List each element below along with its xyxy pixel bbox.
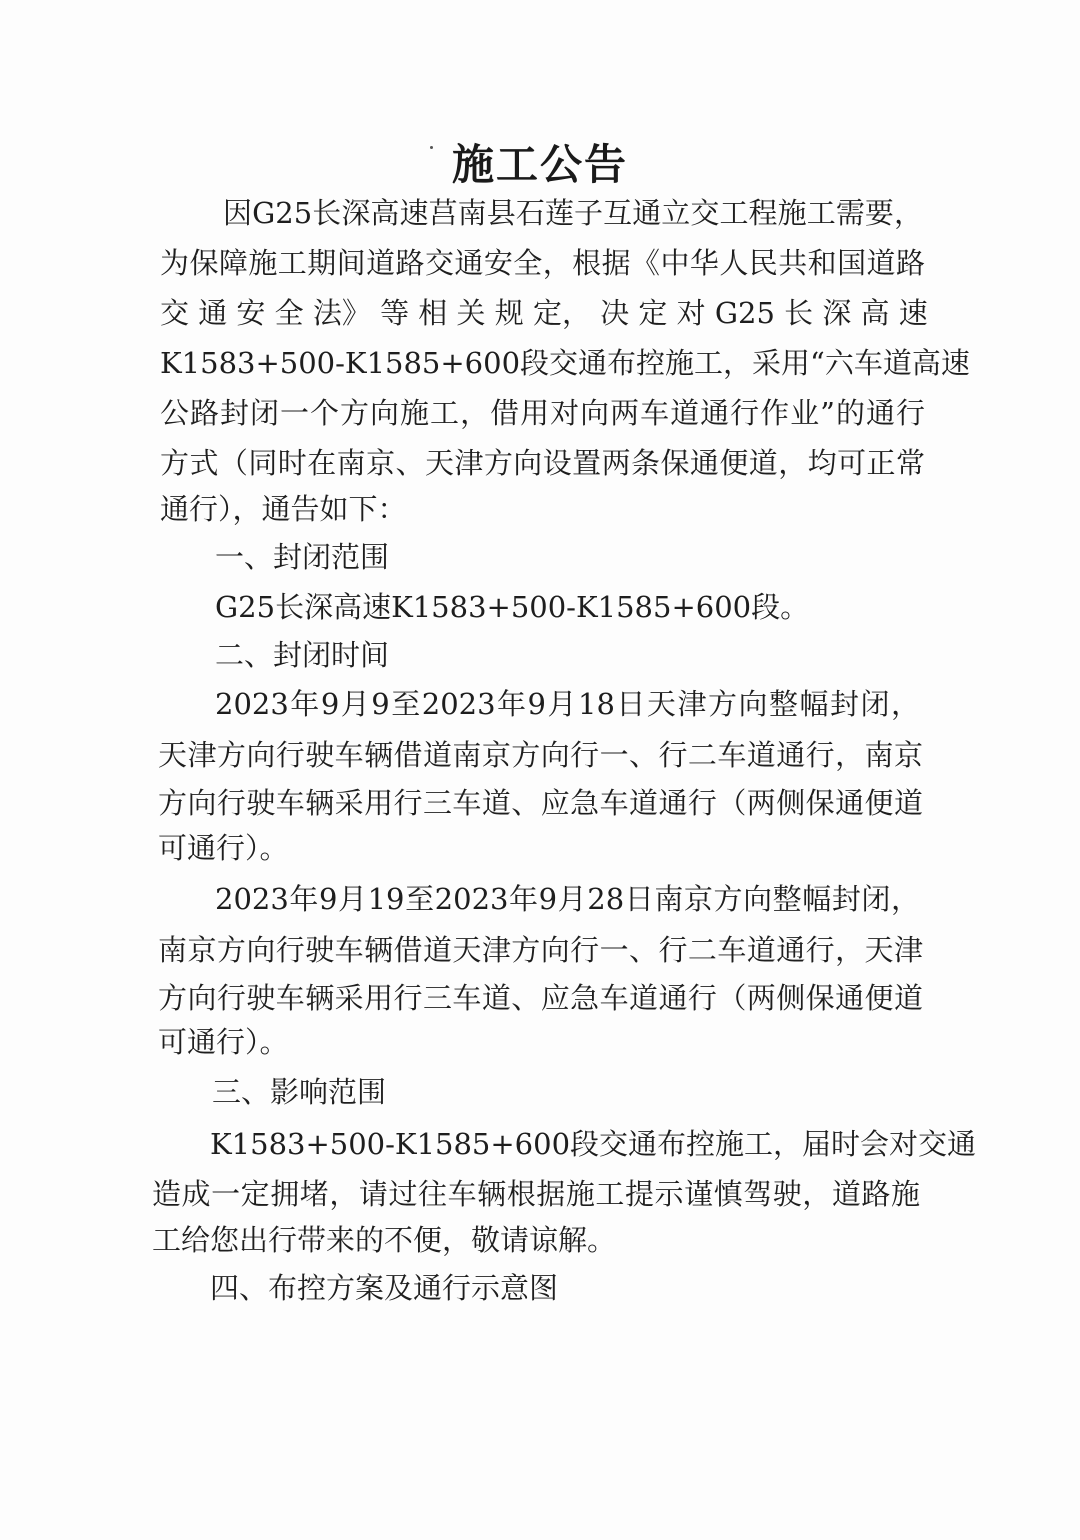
intro-line-7: 通行），通告如下： (160, 492, 407, 526)
intro-line-5: 公路封闭一个方向施工，借用对向两车道通行作业”的通行 (160, 396, 925, 430)
intro-line-6: 方式（同时在南京、天津方向设置两条保通便道，均可正常 (160, 446, 925, 480)
section3-line-3: 工给您出行带来的不便，敬请谅解。 (152, 1223, 617, 1257)
intro-line-4: K1583+500-K1585+600段交通布控施工，采用“六车道高速 (160, 346, 970, 380)
section2-para1-line-1: 2023年9月9至2023年9月18日天津方向整幅封闭， (215, 687, 920, 721)
section1-body: G25长深高速K1583+500-K1585+600段。 (215, 590, 810, 624)
intro-line-2: 为保障施工期间道路交通安全，根据《中华人民共和国道路 (160, 246, 925, 280)
section2-para1-line-4: 可通行）。 (158, 831, 289, 865)
section3-line-1: K1583+500-K1585+600段交通布控施工，届时会对交通 (210, 1127, 977, 1161)
section2-para1-line-3: 方向行驶车辆采用行三车道、应急车道通行（两侧保通便道 (158, 786, 923, 820)
intro-line-1: 因G25长深高速莒南县石莲子互通立交工程施工需要， (223, 196, 923, 230)
section4-heading: 四、布控方案及通行示意图 (210, 1271, 559, 1305)
section2-para1-line-2: 天津方向行驶车辆借道南京方向行一、行二车道通行，南京 (158, 738, 923, 772)
section2-heading: 二、封闭时间 (215, 638, 390, 672)
notice-title: 施工公告 (451, 140, 628, 189)
section2-para2-line-4: 可通行）。 (158, 1025, 289, 1059)
section2-para2-line-2: 南京方向行驶车辆借道天津方向行一、行二车道通行，天津 (158, 933, 923, 967)
section3-heading: 三、影响范围 (212, 1075, 387, 1109)
section2-para2-line-1: 2023年9月19至2023年9月28日南京方向整幅封闭， (215, 882, 920, 916)
section3-line-2: 造成一定拥堵，请过往车辆根据施工提示谨慎驾驶，道路施 (152, 1177, 920, 1211)
intro-line-3: 交 通 安 全 法》 等 相 关 规 定， 决 定 对 G25 长 深 高 速 (160, 296, 928, 330)
section1-heading: 一、封闭范围 (215, 540, 390, 574)
section2-para2-line-3: 方向行驶车辆采用行三车道、应急车道通行（两侧保通便道 (158, 981, 923, 1015)
